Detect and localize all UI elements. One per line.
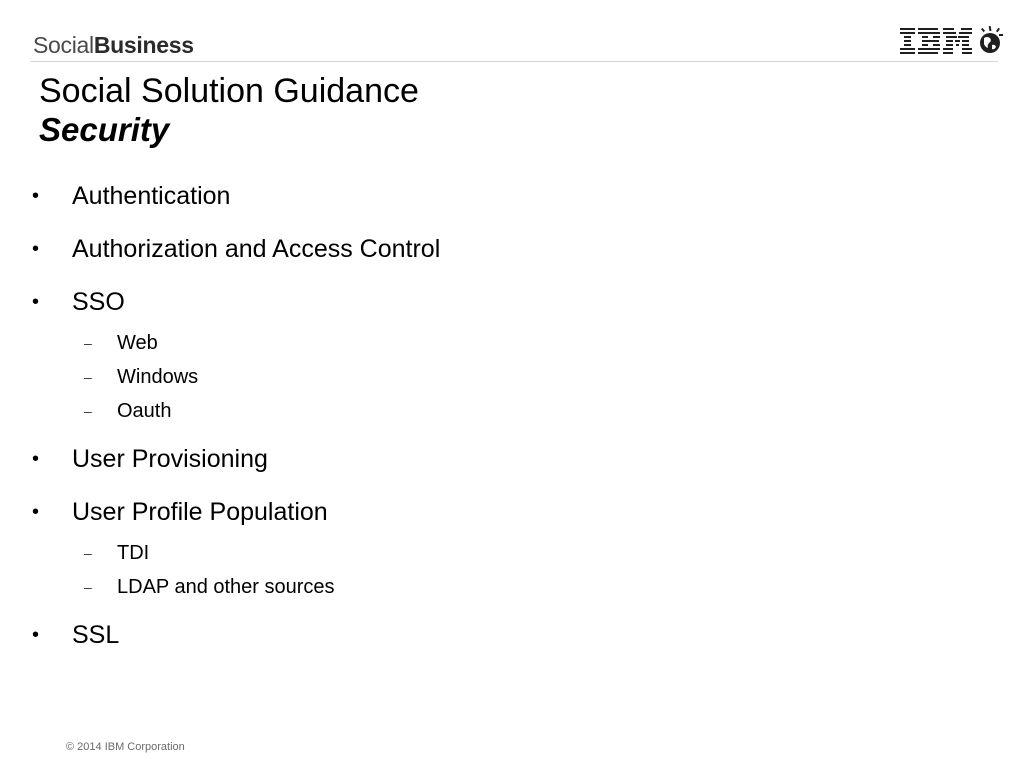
sub-item	[32, 536, 932, 570]
header-divider	[30, 61, 998, 62]
bullet-item	[32, 617, 932, 653]
sub-item	[32, 394, 932, 428]
bullet-marker: •	[32, 501, 40, 523]
sub-item	[32, 326, 932, 360]
sub-item-label: Windows	[117, 366, 199, 388]
sub-list	[32, 326, 932, 428]
sub-item-label: TDI	[117, 542, 150, 564]
bullet-label: SSL	[72, 621, 120, 649]
bullet-label: Authorization and Access Control	[72, 235, 441, 263]
ibm-logo	[898, 23, 1004, 59]
copyright-footer: © 2014 IBM Corporation	[66, 741, 185, 753]
bullet-item	[32, 178, 932, 214]
title-block	[39, 72, 419, 150]
slide-subtitle: Security	[39, 111, 170, 148]
sub-item-label: LDAP and other sources	[117, 576, 335, 598]
bullet-marker: •	[32, 624, 40, 646]
bullet-item	[32, 284, 932, 320]
globe-icon	[980, 26, 1003, 53]
bullet-list	[32, 178, 932, 670]
dash-marker: –	[84, 545, 92, 561]
bullet-label: User Profile Population	[72, 498, 328, 526]
bullet-label: SSO	[72, 288, 125, 316]
bullet-label: User Provisioning	[72, 445, 268, 473]
bullet-marker: •	[32, 238, 40, 260]
bullet-marker: •	[32, 185, 40, 207]
sub-item-label: Oauth	[117, 400, 172, 422]
dash-marker: –	[84, 579, 92, 595]
bullet-marker: •	[32, 291, 40, 313]
brand-social-text: Social	[33, 32, 94, 58]
bullet-item	[32, 231, 932, 267]
slide-title: Social Solution Guidance	[39, 72, 419, 110]
dash-marker: –	[84, 335, 92, 351]
bullet-item	[32, 441, 932, 477]
bullet-marker: •	[32, 448, 40, 470]
dash-marker: –	[84, 403, 92, 419]
sub-item	[32, 360, 932, 394]
social-business-logo	[33, 30, 194, 60]
sub-item-label: Web	[117, 332, 158, 354]
bullet-item	[32, 494, 932, 530]
dash-marker: –	[84, 369, 92, 385]
sub-item	[32, 570, 932, 604]
sub-list	[32, 536, 932, 604]
bullet-label: Authentication	[72, 182, 231, 210]
brand-business-text: Business	[93, 32, 194, 58]
